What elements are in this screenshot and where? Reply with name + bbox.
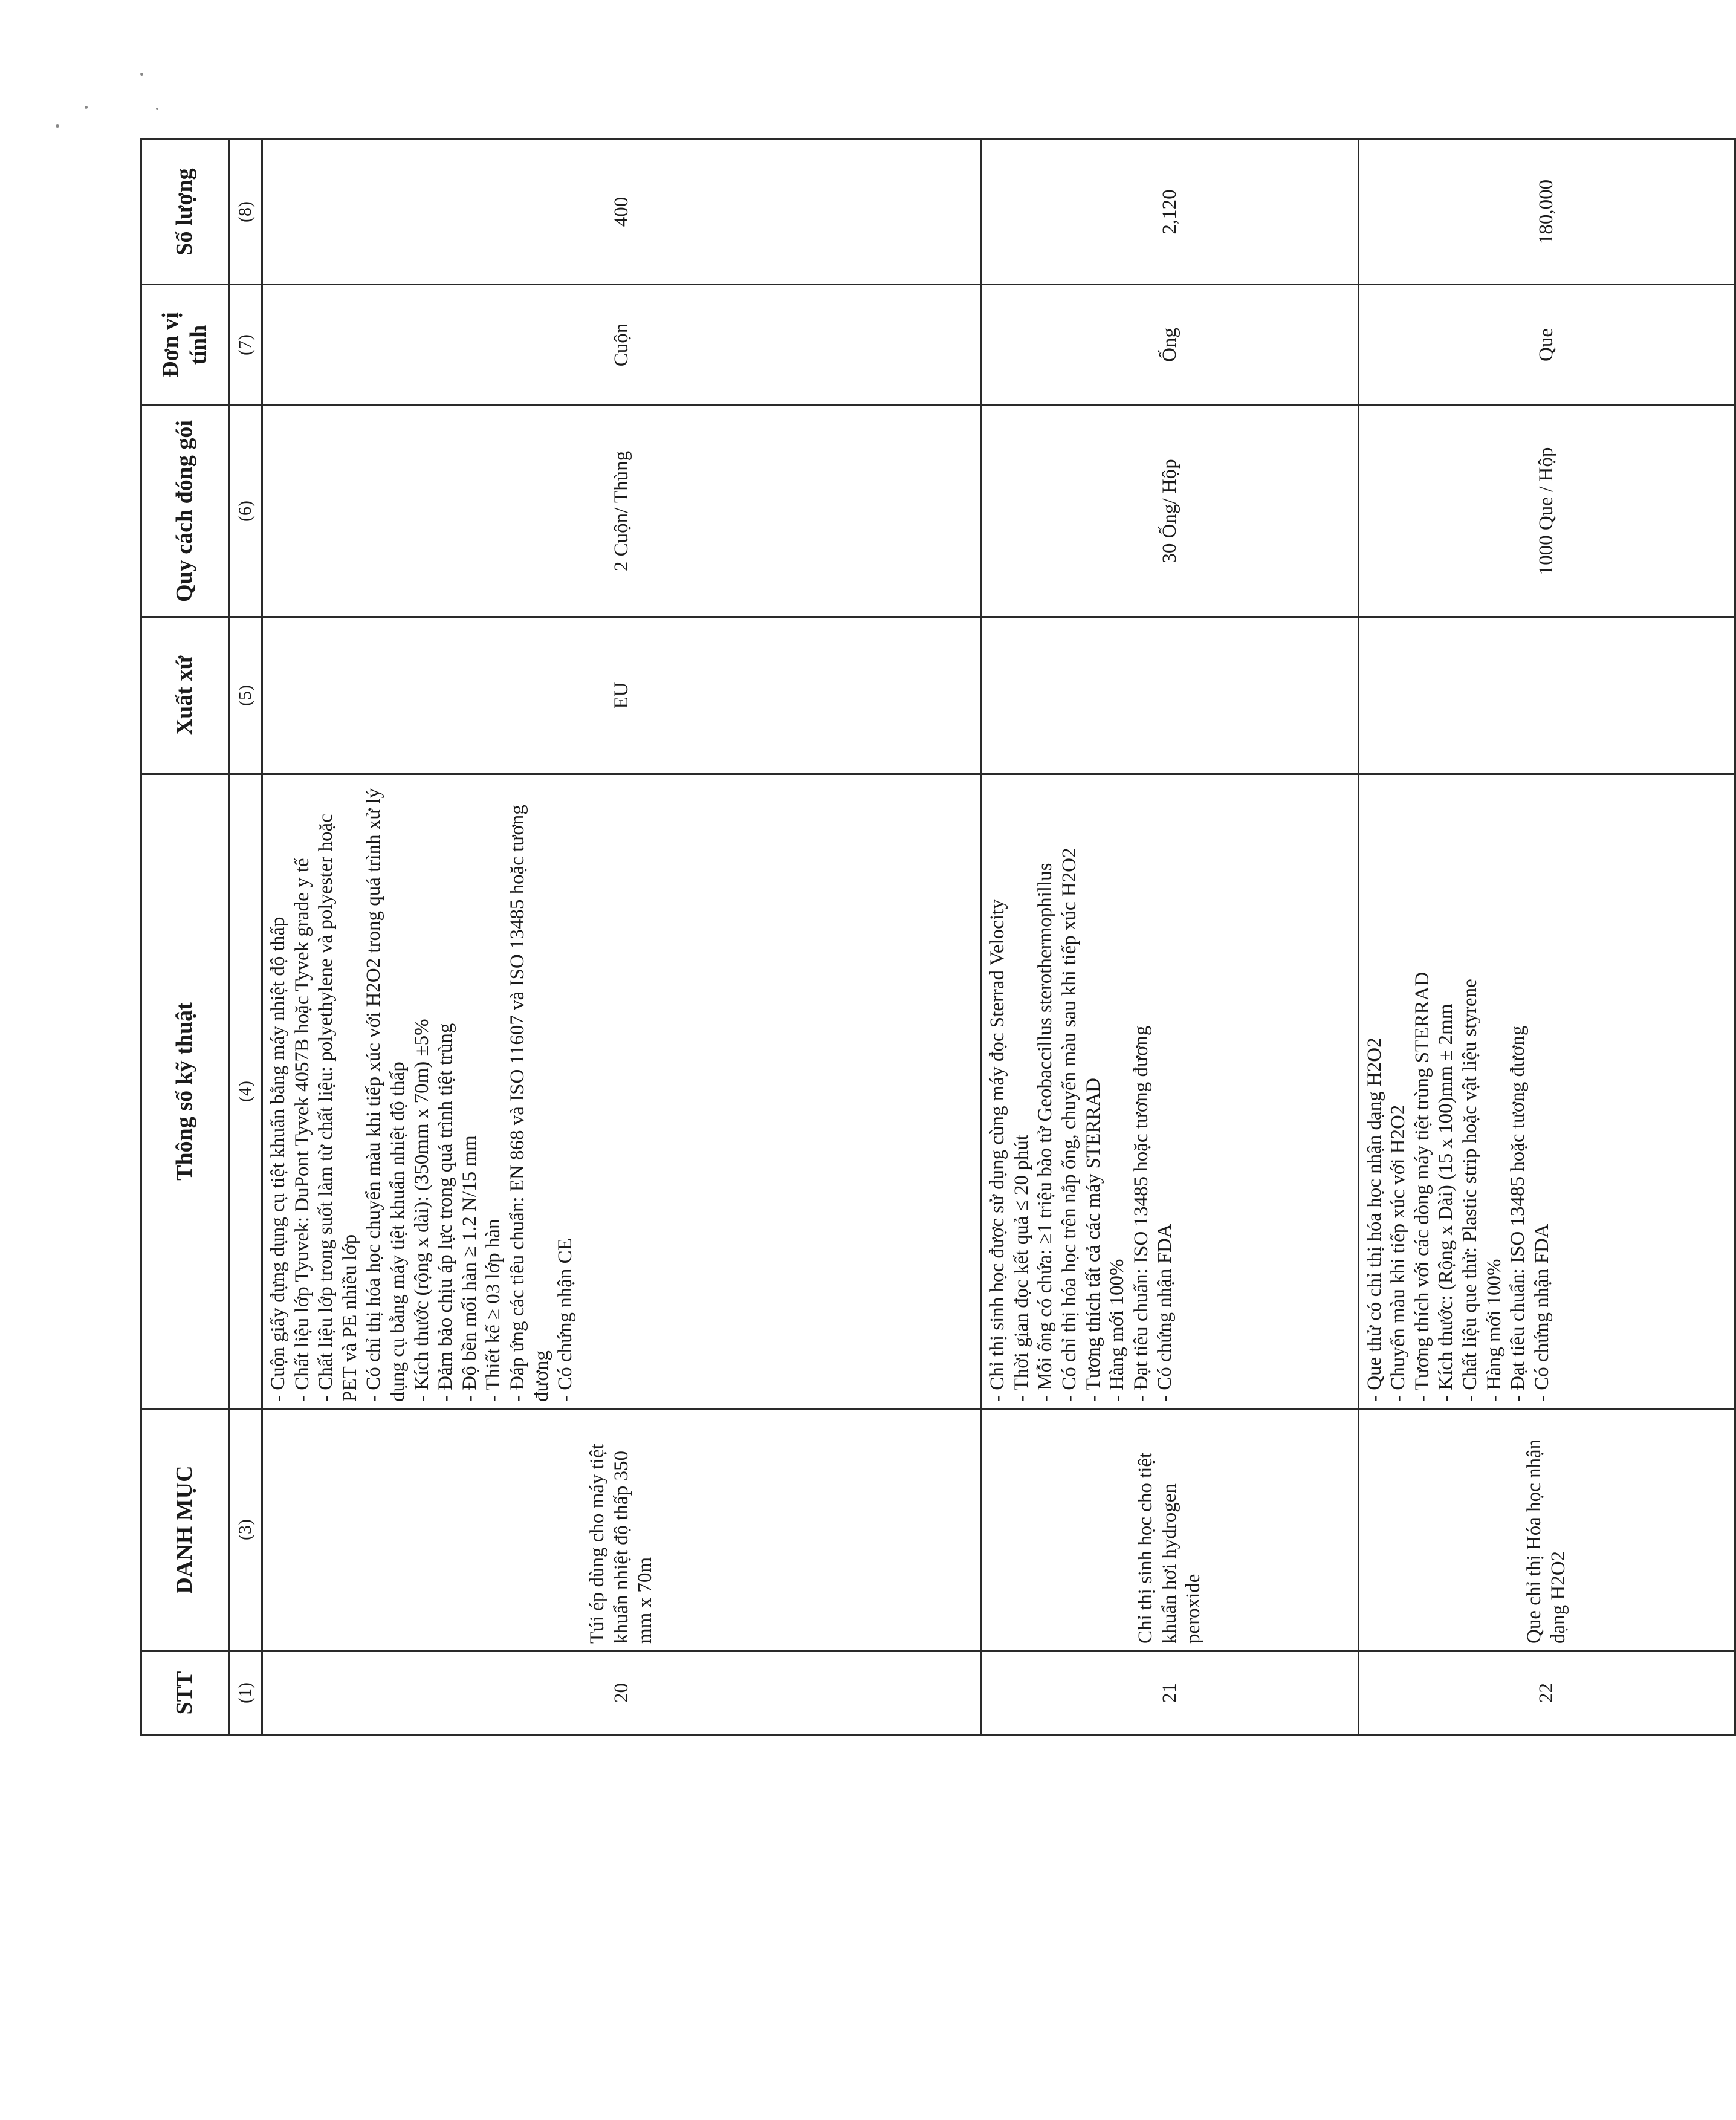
spec-item: - Có chứng nhận FDA xyxy=(1530,1224,1553,1402)
spec-item: - Chất liệu lớp Tyuvek: DuPont Tyvek 4057B hoặc Tyvek grade y tế xyxy=(291,858,313,1402)
spec-list xyxy=(1363,781,1555,1402)
scan-speck xyxy=(156,108,158,110)
spec-item: - Thời gian đọc kết quả ≤ 20 phút xyxy=(1010,1135,1032,1402)
col-num-1: (1) xyxy=(229,1651,262,1736)
spec-item: - Hàng mới 100% xyxy=(1483,1259,1505,1402)
row-packing: 2 Cuộn/ Thùng xyxy=(262,406,982,617)
spec-item: - Mỗi ống có chứa: ≥1 triệu bào tử Geobaccillus sterothermophillus xyxy=(1034,863,1057,1402)
spec-item: - Độ bền mối hàn ≥ 1.2 N/15 mm xyxy=(458,1135,481,1402)
spec-item: - Có chứng nhận FDA xyxy=(1154,1224,1176,1402)
row-quantity: 400 xyxy=(262,140,982,285)
row-stt: 21 xyxy=(982,1651,1358,1736)
table-row xyxy=(1358,140,1735,1736)
spec-item: - Cuộn giấy đựng dụng cụ tiệt khuẩn bằng máy nhiệt độ thấp xyxy=(267,916,289,1402)
header-specs: Thông số kỹ thuật xyxy=(141,774,229,1409)
spec-item: - Tương thích với các dòng máy tiệt trùng STERRAD xyxy=(1411,971,1433,1402)
header-stt: STT xyxy=(141,1651,229,1736)
row-packing: 1000 Que / Hộp xyxy=(1358,406,1735,617)
table-row xyxy=(262,140,982,1736)
header-packing: Quy cách đóng gói xyxy=(141,406,229,617)
spec-table xyxy=(140,138,1736,1736)
spec-list xyxy=(267,781,578,1402)
scan-speck xyxy=(85,106,88,109)
column-number-row xyxy=(229,140,262,1736)
spec-item: - Kích thước (rộng x dài): (350mm x 70m) ±5% xyxy=(410,1019,433,1402)
rotated-page xyxy=(140,168,1736,1736)
row-category: Chỉ thị sinh học cho tiệt khuẩn hơi hydrogen peroxide xyxy=(982,1409,1358,1651)
spec-list xyxy=(986,781,1177,1402)
col-num-7: (7) xyxy=(229,285,262,406)
header-origin: Xuất xứ xyxy=(141,617,229,774)
row-unit: Cuộn xyxy=(262,285,982,406)
col-num-4: (4) xyxy=(229,774,262,1409)
spec-item: - Có chỉ thị hóa học chuyển màu khi tiếp xúc với H2O2 trong quá trình xử lý dụng cụ bằng máy tiệt khuẩn nhiệt độ thấp xyxy=(363,788,409,1402)
row-packing: 30 Ống/ Hộp xyxy=(982,406,1358,617)
table-row xyxy=(982,140,1358,1736)
row-origin xyxy=(982,617,1358,774)
row-origin: EU xyxy=(262,617,982,774)
spec-item: - Đạt tiêu chuẩn: ISO 13485 hoặc tương đương xyxy=(1130,1025,1152,1402)
spec-item: - Tương thích tất cả các máy STERRAD xyxy=(1082,1077,1104,1402)
spec-item: - Đảm bảo chịu áp lực trong quá trình tiệt trùng xyxy=(435,1023,457,1402)
row-quantity: 180,000 xyxy=(1358,140,1735,285)
col-num-3: (3) xyxy=(229,1409,262,1651)
col-num-5: (5) xyxy=(229,617,262,774)
spec-item: - Hàng mới 100% xyxy=(1106,1259,1129,1402)
spec-item: - Đạt tiêu chuẩn: ISO 13485 hoặc tương đương xyxy=(1507,1025,1529,1402)
row-unit: Que xyxy=(1358,285,1735,406)
scan-speck xyxy=(140,73,143,76)
header-category: DANH MỤC xyxy=(141,1409,229,1651)
col-num-6: (6) xyxy=(229,406,262,617)
col-num-8: (8) xyxy=(229,140,262,285)
row-origin xyxy=(1358,617,1735,774)
row-specs xyxy=(262,774,982,1409)
header-row xyxy=(141,140,229,1736)
header-unit: Đơn vị tính xyxy=(141,285,229,406)
spec-item: - Có chỉ thị hóa học trên nắp ống, chuyển màu sau khi tiếp xúc H2O2 xyxy=(1058,848,1080,1402)
spec-item: - Chuyển màu khi tiếp xúc với H2O2 xyxy=(1387,1104,1410,1402)
header-quantity: Số lượng xyxy=(141,140,229,285)
spec-item: - Đáp ứng các tiêu chuẩn: EN 868 và ISO 11607 và ISO 13485 hoặc tương đương xyxy=(506,805,552,1402)
row-quantity: 2,120 xyxy=(982,140,1358,285)
spec-item: - Chất liệu lớp trong suốt làm từ chất liệu: polyethylene và polyester hoặc PET và PE nhiều lớp xyxy=(315,814,361,1402)
row-unit: Ống xyxy=(982,285,1358,406)
spec-item: - Chất liệu que thử: Plastic strip hoặc vật liệu styrene xyxy=(1459,979,1481,1402)
spec-item: - Kích thước: (Rộng x Dài) (15 x 100)mm ± 2mm xyxy=(1435,1003,1457,1402)
spec-item: - Có chứng nhận CE xyxy=(554,1238,577,1402)
spec-item: - Thiết kế ≥ 03 lớp hàn xyxy=(482,1219,505,1402)
row-category: Túi ép dùng cho máy tiệt khuẩn nhiệt độ thấp 350 mm x 70m xyxy=(262,1409,982,1651)
scan-speck xyxy=(56,124,59,128)
row-specs xyxy=(1358,774,1735,1409)
row-stt: 22 xyxy=(1358,1651,1735,1736)
spec-item: - Que thử có chỉ thị hóa học nhận dạng H2O2 xyxy=(1363,1037,1385,1402)
row-stt: 20 xyxy=(262,1651,982,1736)
row-specs xyxy=(982,774,1358,1409)
row-category: Que chỉ thị Hóa học nhận dạng H2O2 xyxy=(1358,1409,1735,1651)
spec-item: - Chỉ thị sinh học được sử dụng cùng máy đọc Sterrad Velocity xyxy=(986,899,1009,1402)
